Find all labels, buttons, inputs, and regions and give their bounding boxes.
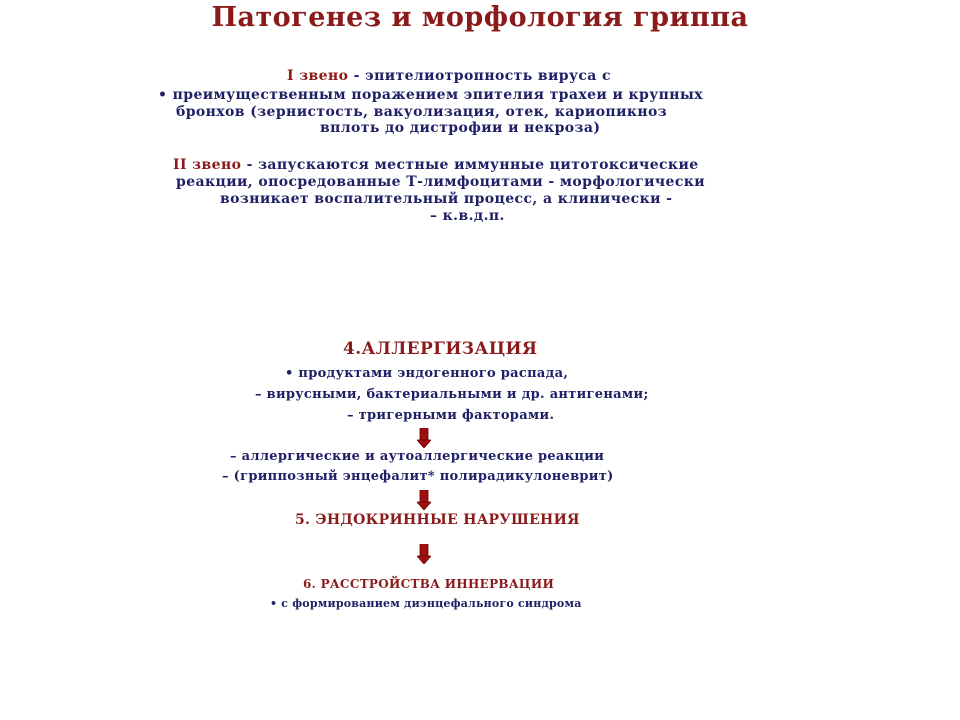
section2-line1 xyxy=(173,157,699,173)
endocrine-heading: 5. ЭНДОКРИННЫЕ НАРУШЕНИЯ xyxy=(295,512,580,528)
section2-line3: возникает воспалительный процесс, а клинически - xyxy=(220,191,673,207)
allergization-item-1: • продуктами эндогенного распада, xyxy=(285,366,569,381)
section2-line2: реакции, опосредованные Т-лимфоцитами - морфологически xyxy=(176,174,706,190)
section1-line3: бронхов (зернистость, вакуолизация, отек, кариопикноз xyxy=(176,104,668,120)
down-arrow-icon xyxy=(417,544,431,564)
section2-line4: – к.в.д.п. xyxy=(430,208,505,224)
down-arrow-icon xyxy=(417,490,431,510)
down-arrow-icon xyxy=(417,428,431,448)
encephalitis-line: – (гриппозный энцефалит* полирадикулоневрит) xyxy=(222,469,614,484)
allergization-item-3: – тригерными факторами. xyxy=(347,408,555,423)
allergic-reactions-line: – аллергические и аутоаллергические реакции xyxy=(230,449,605,464)
section1-line4: вплоть до дистрофии и некроза) xyxy=(320,120,601,136)
section1-line1 xyxy=(287,68,611,84)
slide-title: Патогенез и морфология гриппа xyxy=(211,2,749,33)
section2-line1-text: - запускаются местные иммунные цитотоксические xyxy=(241,157,699,173)
section2-lead: II звено xyxy=(173,157,242,173)
section1-line1-text: - эпителиотропность вируса с xyxy=(348,68,611,84)
allergization-item-2: – вирусными, бактериальными и др. антигенами; xyxy=(255,387,649,402)
innervation-item-1: • с формированием диэнцефального синдрома xyxy=(270,597,582,610)
section1-line2: • преимущественным поражением эпителия трахеи и крупных xyxy=(158,87,704,103)
allergization-heading: 4.АЛЛЕРГИЗАЦИЯ xyxy=(343,339,538,359)
innervation-heading: 6. РАССТРОЙСТВА ИННЕРВАЦИИ xyxy=(303,577,555,591)
section1-lead: I звено xyxy=(287,68,349,84)
